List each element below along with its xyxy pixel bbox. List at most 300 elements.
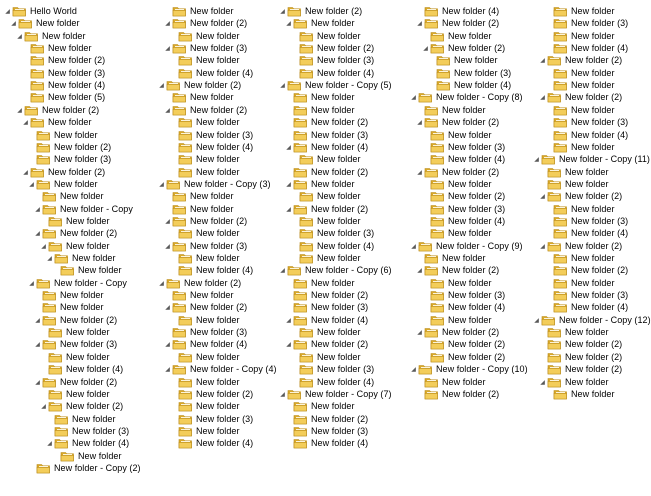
- tree-node[interactable]: [410, 240, 523, 252]
- tree-node[interactable]: [170, 67, 253, 79]
- expander-spacer: [34, 289, 41, 301]
- tree-node[interactable]: [158, 277, 241, 289]
- tree-node-label: New folder (2): [565, 191, 623, 201]
- expanded-arrow-icon[interactable]: ◢: [165, 243, 170, 250]
- tree-node[interactable]: [533, 314, 651, 326]
- tree-node[interactable]: [285, 277, 355, 289]
- folder-icon: [553, 129, 568, 141]
- tree-node[interactable]: [291, 351, 361, 363]
- tree-node[interactable]: [28, 178, 98, 190]
- expanded-arrow-icon[interactable]: ◢: [286, 317, 291, 324]
- tree-node[interactable]: [52, 450, 122, 462]
- tree-node[interactable]: [539, 166, 609, 178]
- expanded-arrow-icon[interactable]: ◢: [165, 366, 170, 373]
- tree-node[interactable]: [285, 289, 368, 301]
- expanded-arrow-icon[interactable]: ◢: [165, 107, 170, 114]
- tree-node[interactable]: [164, 17, 247, 29]
- tree-node[interactable]: [279, 5, 362, 17]
- expanded-arrow-icon[interactable]: ◢: [540, 379, 545, 386]
- expander-spacer: [22, 67, 29, 79]
- folder-icon: [293, 277, 308, 289]
- tree-node[interactable]: [22, 67, 105, 79]
- folder-icon: [547, 338, 562, 350]
- expanded-arrow-icon[interactable]: ◢: [286, 206, 291, 213]
- expanded-arrow-icon[interactable]: ◢: [159, 82, 164, 89]
- tree-node[interactable]: [291, 190, 361, 202]
- expanded-arrow-icon[interactable]: ◢: [423, 45, 428, 52]
- tree-node[interactable]: [545, 141, 615, 153]
- tree-node[interactable]: [279, 264, 392, 276]
- folder-icon: [293, 301, 308, 313]
- folder-icon: [430, 42, 445, 54]
- tree-node[interactable]: [422, 277, 492, 289]
- tree-node[interactable]: [279, 79, 392, 91]
- expander-spacer: [170, 166, 177, 178]
- tree-node[interactable]: [170, 437, 253, 449]
- expanded-arrow-icon[interactable]: ◢: [35, 379, 40, 386]
- tree-node[interactable]: [285, 203, 368, 215]
- tree-node[interactable]: [170, 376, 240, 388]
- tree-node-label: New folder (2): [442, 327, 500, 337]
- tree-node[interactable]: [40, 388, 110, 400]
- tree-node-label: New folder (2): [565, 364, 623, 374]
- expanded-arrow-icon[interactable]: ◢: [5, 8, 10, 15]
- tree-node[interactable]: [285, 116, 368, 128]
- expander-spacer: [422, 301, 429, 313]
- expanded-arrow-icon[interactable]: ◢: [540, 57, 545, 64]
- tree-node-label: New folder: [196, 31, 240, 41]
- expander-spacer: [291, 227, 298, 239]
- expanded-arrow-icon[interactable]: ◢: [411, 243, 416, 250]
- expander-spacer: [40, 215, 47, 227]
- tree-node-label: New folder - Copy (12): [559, 315, 651, 325]
- expanded-arrow-icon[interactable]: ◢: [280, 391, 285, 398]
- tree-node[interactable]: [164, 338, 247, 350]
- tree-node[interactable]: [34, 376, 117, 388]
- expanded-arrow-icon[interactable]: ◢: [17, 33, 22, 40]
- folder-icon: [178, 376, 193, 388]
- tree-node[interactable]: [28, 462, 141, 474]
- tree-node[interactable]: [291, 227, 374, 239]
- folder-icon: [42, 227, 57, 239]
- tree-node[interactable]: [545, 30, 615, 42]
- tree-node[interactable]: [170, 153, 240, 165]
- expanded-arrow-icon[interactable]: ◢: [534, 156, 539, 163]
- expanded-arrow-icon[interactable]: ◢: [411, 94, 416, 101]
- tree-node[interactable]: [416, 264, 499, 276]
- tree-node[interactable]: [545, 264, 628, 276]
- tree-node[interactable]: [22, 166, 105, 178]
- tree-node[interactable]: [164, 190, 234, 202]
- tree-node[interactable]: [164, 5, 234, 17]
- expanded-arrow-icon[interactable]: ◢: [35, 341, 40, 348]
- tree-node-label: New folder (4): [448, 216, 506, 226]
- expander-spacer: [416, 5, 423, 17]
- expander-spacer: [170, 54, 177, 66]
- folder-icon: [547, 91, 562, 103]
- tree-node[interactable]: [410, 363, 528, 375]
- tree-node[interactable]: [422, 338, 505, 350]
- tree-node[interactable]: [40, 215, 110, 227]
- tree-node[interactable]: [291, 252, 361, 264]
- folder-icon: [287, 264, 302, 276]
- expanded-arrow-icon[interactable]: ◢: [534, 317, 539, 324]
- tree-node[interactable]: [52, 264, 122, 276]
- tree-node[interactable]: [22, 79, 105, 91]
- expanded-arrow-icon[interactable]: ◢: [280, 82, 285, 89]
- tree-node[interactable]: [422, 227, 492, 239]
- tree-node[interactable]: [416, 5, 499, 17]
- tree-node[interactable]: [40, 351, 110, 363]
- tree-node[interactable]: [164, 104, 247, 116]
- tree-node-label: New folder - Copy (7): [305, 389, 392, 399]
- tree-node[interactable]: [539, 91, 622, 103]
- tree-node[interactable]: [285, 413, 368, 425]
- tree-node[interactable]: [422, 314, 492, 326]
- folder-icon: [293, 314, 308, 326]
- tree-node[interactable]: [422, 129, 492, 141]
- folder-icon: [12, 5, 27, 17]
- expanded-arrow-icon[interactable]: ◢: [540, 243, 545, 250]
- tree-node[interactable]: [416, 376, 486, 388]
- tree-node[interactable]: [428, 54, 498, 66]
- tree-node[interactable]: [539, 338, 622, 350]
- tree-node[interactable]: [34, 190, 104, 202]
- tree-node[interactable]: [545, 227, 628, 239]
- tree-node[interactable]: [422, 215, 505, 227]
- tree-node[interactable]: [291, 363, 374, 375]
- tree-node[interactable]: [545, 252, 615, 264]
- tree-node-label: New folder: [571, 253, 615, 263]
- tree-node[interactable]: [545, 301, 628, 313]
- expander-spacer: [285, 104, 292, 116]
- tree-node[interactable]: [34, 301, 104, 313]
- expanded-arrow-icon[interactable]: ◢: [11, 20, 16, 27]
- expanded-arrow-icon[interactable]: ◢: [417, 329, 422, 336]
- expanded-arrow-icon[interactable]: ◢: [165, 304, 170, 311]
- tree-node[interactable]: [285, 338, 368, 350]
- tree-node[interactable]: [416, 326, 499, 338]
- tree-node[interactable]: [170, 166, 240, 178]
- tree-node-label: New folder (2): [48, 55, 106, 65]
- tree-node[interactable]: [545, 17, 628, 29]
- expander-spacer: [291, 67, 298, 79]
- tree-node[interactable]: [539, 54, 622, 66]
- tree-node-label: New folder: [317, 216, 361, 226]
- tree-node[interactable]: [170, 129, 253, 141]
- tree-node[interactable]: [164, 363, 277, 375]
- tree-node-label: New folder: [196, 426, 240, 436]
- tree-node[interactable]: [28, 141, 111, 153]
- folder-icon: [287, 79, 302, 91]
- tree-node[interactable]: [416, 104, 486, 116]
- expander-spacer: [285, 301, 292, 313]
- tree-node[interactable]: [170, 30, 240, 42]
- expanded-arrow-icon[interactable]: ◢: [165, 20, 170, 27]
- expanded-arrow-icon[interactable]: ◢: [47, 255, 52, 262]
- expanded-arrow-icon[interactable]: ◢: [540, 94, 545, 101]
- expanded-arrow-icon[interactable]: ◢: [35, 206, 40, 213]
- tree-node[interactable]: [158, 79, 241, 91]
- tree-node[interactable]: [539, 190, 622, 202]
- tree-node[interactable]: [22, 54, 105, 66]
- folder-icon: [36, 178, 51, 190]
- expanded-arrow-icon[interactable]: ◢: [165, 45, 170, 52]
- expander-spacer: [164, 289, 171, 301]
- tree-node[interactable]: [279, 388, 392, 400]
- expander-spacer: [164, 203, 171, 215]
- folder-icon: [178, 153, 193, 165]
- tree-node[interactable]: [170, 351, 240, 363]
- tree-node[interactable]: [22, 116, 92, 128]
- tree-node[interactable]: [28, 277, 127, 289]
- folder-icon: [36, 462, 51, 474]
- tree-node[interactable]: [545, 277, 615, 289]
- expanded-arrow-icon[interactable]: ◢: [165, 341, 170, 348]
- tree-node[interactable]: [545, 116, 628, 128]
- expander-spacer: [28, 129, 35, 141]
- tree-node[interactable]: [539, 178, 609, 190]
- expander-spacer: [539, 351, 546, 363]
- tree-node[interactable]: [291, 54, 374, 66]
- tree-node[interactable]: [539, 363, 622, 375]
- expanded-arrow-icon[interactable]: ◢: [35, 317, 40, 324]
- tree-node[interactable]: [170, 425, 240, 437]
- expanded-arrow-icon[interactable]: ◢: [165, 218, 170, 225]
- expanded-arrow-icon[interactable]: ◢: [280, 267, 285, 274]
- expanded-arrow-icon[interactable]: ◢: [159, 280, 164, 287]
- expanded-arrow-icon[interactable]: ◢: [23, 119, 28, 126]
- expander-spacer: [291, 252, 298, 264]
- tree-node-label: New folder: [565, 179, 609, 189]
- expanded-arrow-icon[interactable]: ◢: [417, 267, 422, 274]
- tree-node[interactable]: [545, 289, 628, 301]
- tree-node[interactable]: [291, 30, 361, 42]
- tree-node[interactable]: [422, 30, 492, 42]
- tree-node[interactable]: [16, 30, 86, 42]
- tree-node-label: New folder (3): [196, 130, 254, 140]
- tree-node[interactable]: [285, 91, 355, 103]
- tree-node[interactable]: [416, 252, 486, 264]
- expanded-arrow-icon[interactable]: ◢: [286, 20, 291, 27]
- expanded-arrow-icon[interactable]: ◢: [417, 20, 422, 27]
- tree-node[interactable]: [22, 91, 105, 103]
- tree-node-label: New folder (2): [571, 265, 629, 275]
- tree-node[interactable]: [422, 203, 505, 215]
- tree-node[interactable]: [285, 301, 368, 313]
- expander-spacer: [545, 116, 552, 128]
- tree-node[interactable]: [285, 141, 368, 153]
- folder-icon: [54, 437, 69, 449]
- tree-node-label: New folder: [571, 68, 615, 78]
- tree-node[interactable]: [416, 388, 499, 400]
- tree-node[interactable]: [164, 326, 247, 338]
- tree-node[interactable]: [539, 376, 609, 388]
- tree-node[interactable]: [422, 351, 505, 363]
- folder-icon: [424, 116, 439, 128]
- tree-node[interactable]: [545, 67, 615, 79]
- tree-node[interactable]: [285, 400, 355, 412]
- tree-node[interactable]: [422, 301, 505, 313]
- expanded-arrow-icon[interactable]: ◢: [540, 193, 545, 200]
- tree-node[interactable]: [422, 289, 505, 301]
- tree-node[interactable]: [170, 388, 253, 400]
- folder-icon: [547, 166, 562, 178]
- expanded-arrow-icon[interactable]: ◢: [35, 230, 40, 237]
- tree-node[interactable]: [4, 5, 77, 17]
- tree-node[interactable]: [46, 437, 129, 449]
- expander-spacer: [428, 67, 435, 79]
- tree-node[interactable]: [28, 129, 98, 141]
- tree-node[interactable]: [285, 178, 355, 190]
- tree-node-label: New folder: [60, 302, 104, 312]
- tree-node[interactable]: [422, 178, 492, 190]
- tree-node[interactable]: [285, 166, 368, 178]
- tree-node[interactable]: [164, 203, 234, 215]
- tree-node[interactable]: [416, 116, 499, 128]
- tree-node[interactable]: [170, 227, 240, 239]
- tree-node[interactable]: [164, 42, 247, 54]
- tree-node[interactable]: [164, 301, 247, 313]
- tree-node[interactable]: [34, 227, 117, 239]
- tree-node-label: New folder: [78, 451, 122, 461]
- expanded-arrow-icon[interactable]: ◢: [159, 181, 164, 188]
- expanded-arrow-icon[interactable]: ◢: [29, 280, 34, 287]
- tree-node[interactable]: [164, 91, 234, 103]
- expanded-arrow-icon[interactable]: ◢: [280, 8, 285, 15]
- tree-node[interactable]: [545, 42, 628, 54]
- expanded-arrow-icon[interactable]: ◢: [417, 169, 422, 176]
- tree-node[interactable]: [158, 178, 271, 190]
- tree-node[interactable]: [291, 215, 361, 227]
- tree-node[interactable]: [34, 203, 133, 215]
- tree-node[interactable]: [539, 351, 622, 363]
- expanded-arrow-icon[interactable]: ◢: [417, 119, 422, 126]
- expanded-arrow-icon[interactable]: ◢: [17, 107, 22, 114]
- tree-node[interactable]: [285, 17, 355, 29]
- tree-node[interactable]: [545, 79, 615, 91]
- tree-node[interactable]: [46, 425, 129, 437]
- tree-node[interactable]: [545, 388, 615, 400]
- tree-node[interactable]: [285, 425, 368, 437]
- tree-node[interactable]: [545, 5, 615, 17]
- tree-node[interactable]: [539, 326, 609, 338]
- expanded-arrow-icon[interactable]: ◢: [47, 440, 52, 447]
- expander-spacer: [40, 363, 47, 375]
- tree-node[interactable]: [34, 314, 117, 326]
- tree-node[interactable]: [164, 240, 247, 252]
- tree-node[interactable]: [291, 67, 374, 79]
- tree-node[interactable]: [545, 129, 628, 141]
- tree-node[interactable]: [428, 79, 511, 91]
- tree-node[interactable]: [170, 141, 253, 153]
- tree-node[interactable]: [46, 252, 116, 264]
- expanded-arrow-icon[interactable]: ◢: [286, 181, 291, 188]
- expanded-arrow-icon[interactable]: ◢: [41, 403, 46, 410]
- expanded-arrow-icon[interactable]: ◢: [29, 181, 34, 188]
- tree-node-label: New folder (2): [442, 117, 500, 127]
- tree-node-label: New folder: [311, 179, 355, 189]
- tree-node-label: New folder (3): [311, 426, 369, 436]
- tree-node[interactable]: [170, 54, 240, 66]
- tree-node[interactable]: [285, 104, 355, 116]
- tree-node[interactable]: [34, 338, 117, 350]
- expander-spacer: [170, 67, 177, 79]
- tree-node[interactable]: [170, 413, 253, 425]
- tree-node[interactable]: [422, 42, 505, 54]
- expanded-arrow-icon[interactable]: ◢: [41, 243, 46, 250]
- tree-node[interactable]: [533, 153, 650, 165]
- tree-node[interactable]: [291, 376, 374, 388]
- tree-node[interactable]: [164, 215, 247, 227]
- folder-icon: [178, 351, 193, 363]
- tree-node[interactable]: [40, 240, 110, 252]
- folder-icon: [553, 277, 568, 289]
- tree-node[interactable]: [40, 363, 123, 375]
- tree-node[interactable]: [170, 264, 253, 276]
- tree-node[interactable]: [170, 116, 240, 128]
- tree-node[interactable]: [428, 67, 511, 79]
- tree-node[interactable]: [422, 190, 505, 202]
- tree-node[interactable]: [28, 153, 111, 165]
- tree-node[interactable]: [291, 42, 374, 54]
- tree-node-label: New folder (4): [448, 154, 506, 164]
- tree-node[interactable]: [545, 215, 628, 227]
- tree-node[interactable]: [416, 166, 499, 178]
- folder-icon: [293, 289, 308, 301]
- tree-node[interactable]: [40, 400, 123, 412]
- folder-icon: [48, 240, 63, 252]
- expanded-arrow-icon[interactable]: ◢: [286, 144, 291, 151]
- expanded-arrow-icon[interactable]: ◢: [411, 366, 416, 373]
- expanded-arrow-icon[interactable]: ◢: [23, 169, 28, 176]
- tree-node[interactable]: [40, 326, 110, 338]
- tree-node-label: New folder: [571, 105, 615, 115]
- tree-node[interactable]: [545, 104, 615, 116]
- tree-node[interactable]: [16, 104, 99, 116]
- tree-node[interactable]: [34, 289, 104, 301]
- tree-node[interactable]: [291, 240, 374, 252]
- tree-node[interactable]: [539, 240, 622, 252]
- tree-node[interactable]: [422, 153, 505, 165]
- tree-node[interactable]: [422, 141, 505, 153]
- tree-node[interactable]: [46, 413, 116, 425]
- tree-node[interactable]: [545, 203, 615, 215]
- tree-node-label: New folder (4): [448, 302, 506, 312]
- tree-node[interactable]: [410, 91, 523, 103]
- tree-node[interactable]: [285, 437, 368, 449]
- tree-node[interactable]: [170, 400, 240, 412]
- tree-node[interactable]: [416, 17, 499, 29]
- tree-node[interactable]: [285, 129, 368, 141]
- tree-node[interactable]: [164, 289, 234, 301]
- tree-node[interactable]: [170, 252, 240, 264]
- tree-node[interactable]: [291, 153, 361, 165]
- tree-node[interactable]: [10, 17, 80, 29]
- folder-icon: [430, 351, 445, 363]
- folder-icon: [172, 42, 187, 54]
- tree-node[interactable]: [22, 42, 92, 54]
- tree-node[interactable]: [170, 314, 240, 326]
- tree-node-label: New folder (3): [54, 154, 112, 164]
- expander-spacer: [422, 338, 429, 350]
- expander-spacer: [164, 190, 171, 202]
- tree-node[interactable]: [285, 314, 368, 326]
- expander-spacer: [545, 252, 552, 264]
- expanded-arrow-icon[interactable]: ◢: [286, 341, 291, 348]
- folder-icon: [430, 314, 445, 326]
- tree-node[interactable]: [291, 326, 361, 338]
